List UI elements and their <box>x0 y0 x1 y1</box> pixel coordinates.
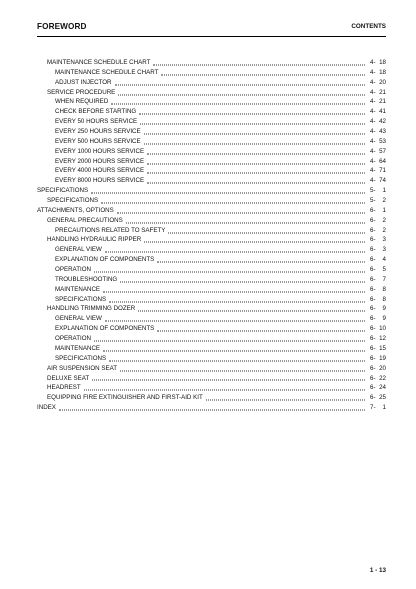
toc-entry-page-number: 7 <box>382 275 386 283</box>
toc-entry[interactable] <box>37 344 386 354</box>
toc-entry-page-number: 18 <box>379 59 386 66</box>
toc-entry-page-number: 41 <box>379 108 386 116</box>
toc-entry-page <box>368 58 386 68</box>
toc-entry-title: SPECIFICATIONS <box>55 295 107 303</box>
dot-leader <box>101 201 365 203</box>
toc-entry-page <box>368 186 386 196</box>
toc-entry-title: EXPLANATION OF COMPONENTS <box>55 256 155 264</box>
dot-leader <box>168 231 365 233</box>
toc-entry-chapter: 6- <box>370 364 376 372</box>
toc-entry-chapter: 6- <box>370 315 376 323</box>
toc-entry-title: EVERY 500 HOURS SERVICE <box>55 137 141 145</box>
dot-leader <box>109 359 365 361</box>
toc-entry-chapter: 4- <box>370 177 376 185</box>
toc-entry-chapter: 6- <box>370 226 376 234</box>
dot-leader <box>120 280 365 282</box>
toc-entry-page-number: 19 <box>379 354 386 362</box>
toc-entry-page <box>368 196 386 206</box>
toc-entry[interactable] <box>37 176 386 186</box>
toc-entry-page-number: 15 <box>379 344 386 352</box>
toc-entry-title: AIR SUSPENSION SEAT <box>47 364 118 372</box>
toc-entry-chapter: 4- <box>370 78 376 86</box>
toc-entry-chapter: 6- <box>370 256 376 264</box>
dot-leader <box>157 330 365 332</box>
toc-entry[interactable] <box>37 226 386 236</box>
toc-entry-page <box>368 295 386 305</box>
toc-entry-chapter: 6- <box>370 335 376 343</box>
toc-entry[interactable] <box>37 58 386 68</box>
toc-entry-page <box>368 117 386 127</box>
toc-entry-page-number: 1 <box>382 404 386 412</box>
toc-entry[interactable] <box>37 186 386 196</box>
toc-entry-page <box>368 206 386 216</box>
toc-entry-page-number: 64 <box>379 157 386 165</box>
section-title: FOREWORD <box>37 22 87 31</box>
toc-entry-chapter: 4- <box>370 118 376 126</box>
toc-entry-chapter: 4- <box>370 59 376 66</box>
toc-entry-page-number: 57 <box>379 147 386 155</box>
toc-entry[interactable] <box>37 107 386 117</box>
toc-entry-chapter: 4- <box>370 108 376 116</box>
toc-entry-page <box>368 334 386 344</box>
toc-entry-page <box>368 107 386 117</box>
toc-entry-title: DELUXE SEAT <box>47 374 90 382</box>
toc-entry-title: OPERATION <box>55 335 91 343</box>
toc-entry-page-number: 9 <box>382 315 386 323</box>
dot-leader <box>103 290 365 292</box>
toc-entry-title: OPERATION <box>55 266 91 274</box>
toc-entry-title: EVERY 8000 HOURS SERVICE <box>55 177 145 185</box>
toc-entry-page-number: 1 <box>382 187 386 195</box>
toc-entry[interactable] <box>37 117 386 127</box>
toc-entry-page <box>368 364 386 374</box>
toc-entry[interactable] <box>37 97 386 107</box>
toc-entry-title: HANDLING HYDRAULIC RIPPER <box>47 236 142 244</box>
toc-entry-page-number: 20 <box>379 364 386 372</box>
toc-entry-chapter: 4- <box>370 167 376 175</box>
toc-entry-title: TROUBLESHOOTING <box>55 275 118 283</box>
dot-leader <box>147 172 365 174</box>
toc-entry[interactable] <box>37 157 386 167</box>
toc-entry-page-number: 21 <box>379 88 386 96</box>
toc-entry-page <box>368 383 386 393</box>
toc-entry[interactable] <box>37 334 386 344</box>
toc-entry-title: EVERY 50 HOURS SERVICE <box>55 118 138 126</box>
dot-leader <box>147 182 365 184</box>
toc-entry[interactable] <box>37 127 386 137</box>
toc-entry-page-number: 5 <box>382 266 386 274</box>
toc-entry-title: GENERAL VIEW <box>55 315 102 323</box>
toc-entry[interactable] <box>37 295 386 305</box>
toc-entry-chapter: 7- <box>370 404 376 412</box>
toc-entry-chapter: 6- <box>370 295 376 303</box>
toc-entry-title: SPECIFICATIONS <box>37 187 89 195</box>
toc-entry-page-number: 2 <box>382 216 386 224</box>
toc-entry-title: MAINTENANCE SCHEDULE CHART <box>47 59 151 66</box>
toc-entry-title: WHEN REQUIRED <box>55 98 109 106</box>
toc-entry-page-number: 2 <box>382 226 386 234</box>
toc-entry-chapter: 4- <box>370 88 376 96</box>
toc-entry-page-number: 2 <box>382 197 386 205</box>
dot-leader <box>126 221 365 223</box>
toc-entry-chapter: 6- <box>370 354 376 362</box>
toc-entry-title: MAINTENANCE <box>55 344 101 352</box>
dot-leader <box>111 103 365 105</box>
toc-entry-title: SPECIFICATIONS <box>55 354 107 362</box>
dot-leader <box>144 241 365 243</box>
toc-entry-chapter: 6- <box>370 305 376 313</box>
toc-entry-title: PRECAUTIONS RELATED TO SAFETY <box>55 226 166 234</box>
toc-entry[interactable] <box>37 354 386 364</box>
toc-entry[interactable] <box>37 206 386 216</box>
toc-entry-chapter: 6- <box>370 325 376 333</box>
toc-entry[interactable] <box>37 78 386 88</box>
table-of-contents <box>37 58 386 413</box>
dot-leader <box>117 211 365 213</box>
dot-leader <box>147 162 365 164</box>
toc-entry-chapter: 5- <box>370 197 376 205</box>
toc-entry-page-number: 8 <box>382 285 386 293</box>
toc-entry-chapter: 6- <box>370 216 376 224</box>
dot-leader <box>92 379 365 381</box>
toc-entry-title: EVERY 2000 HOURS SERVICE <box>55 157 145 165</box>
toc-entry-page <box>368 88 386 98</box>
toc-entry-page <box>368 275 386 285</box>
toc-entry-title: EVERY 250 HOURS SERVICE <box>55 128 141 136</box>
toc-entry-page <box>368 344 386 354</box>
toc-entry-page-number: 24 <box>379 384 386 392</box>
toc-entry-chapter: 6- <box>370 344 376 352</box>
contents-label: CONTENTS <box>351 23 386 30</box>
toc-entry-chapter: 5- <box>370 187 376 195</box>
toc-entry-title: SERVICE PROCEDURE <box>47 88 116 96</box>
toc-entry-page <box>368 265 386 275</box>
toc-entry-page <box>368 245 386 255</box>
dot-leader <box>144 142 365 144</box>
toc-entry-chapter: 4- <box>370 128 376 136</box>
toc-entry-page-number: 12 <box>379 335 386 343</box>
toc-entry-page-number: 74 <box>379 177 386 185</box>
toc-entry-chapter: 6- <box>370 206 376 214</box>
toc-entry-title: EXPLANATION OF COMPONENTS <box>55 325 155 333</box>
dot-leader <box>144 132 365 134</box>
toc-entry-page <box>368 285 386 295</box>
toc-entry-title: MAINTENANCE SCHEDULE CHART <box>55 68 159 76</box>
toc-entry-title: GENERAL VIEW <box>55 246 102 254</box>
toc-entry-page-number: 21 <box>379 98 386 106</box>
toc-entry[interactable] <box>37 403 386 413</box>
dot-leader <box>94 270 365 272</box>
dot-leader <box>115 83 366 85</box>
toc-entry-page-number: 1 <box>382 206 386 214</box>
toc-entry-page <box>368 304 386 314</box>
dot-leader <box>120 369 365 371</box>
toc-entry-page-number: 20 <box>379 78 386 86</box>
toc-entry[interactable] <box>37 88 386 98</box>
dot-leader <box>105 320 365 322</box>
toc-entry-title: INDEX <box>37 404 56 412</box>
dot-leader <box>206 399 365 401</box>
toc-entry-page <box>368 235 386 245</box>
dot-leader <box>157 261 365 263</box>
toc-entry[interactable] <box>37 364 386 374</box>
toc-entry-title: EQUIPPING FIRE EXTINGUISHER AND FIRST-AID KIT <box>47 394 203 402</box>
toc-entry-chapter: 4- <box>370 157 376 165</box>
toc-entry[interactable] <box>37 374 386 384</box>
toc-entry-chapter: 6- <box>370 285 376 293</box>
toc-entry[interactable] <box>37 324 386 334</box>
toc-entry-chapter: 6- <box>370 394 376 402</box>
toc-entry-chapter: 4- <box>370 98 376 106</box>
toc-entry[interactable] <box>37 166 386 176</box>
toc-entry[interactable] <box>37 196 386 206</box>
toc-entry-chapter: 4- <box>370 137 376 145</box>
dot-leader <box>140 123 365 125</box>
toc-entry[interactable] <box>37 68 386 78</box>
toc-entry-title: CHECK BEFORE STARTING <box>55 108 137 116</box>
toc-entry[interactable] <box>37 304 386 314</box>
dot-leader <box>147 152 365 154</box>
toc-entry-page <box>368 68 386 78</box>
toc-entry-page <box>368 393 386 403</box>
toc-entry-page <box>368 127 386 137</box>
toc-entry-page-number: 3 <box>382 236 386 244</box>
toc-entry-page-number: 4 <box>382 256 386 264</box>
dot-leader <box>94 339 365 341</box>
toc-entry[interactable] <box>37 393 386 403</box>
toc-entry-page <box>368 97 386 107</box>
dot-leader <box>138 310 365 312</box>
toc-entry[interactable] <box>37 137 386 147</box>
dot-leader <box>84 389 365 391</box>
toc-entry-page <box>368 255 386 265</box>
toc-entry-page <box>368 157 386 167</box>
toc-entry-page <box>368 78 386 88</box>
toc-entry[interactable] <box>37 265 386 275</box>
toc-entry[interactable] <box>37 216 386 226</box>
toc-entry-page-number: 53 <box>379 137 386 145</box>
toc-entry-page <box>368 226 386 236</box>
page-header <box>37 22 386 37</box>
dot-leader <box>105 251 365 253</box>
toc-entry-title: HEADREST <box>47 384 81 392</box>
toc-entry-page-number: 42 <box>379 118 386 126</box>
page-number: 1 - 13 <box>369 567 386 574</box>
toc-entry-page <box>368 216 386 226</box>
toc-entry[interactable] <box>37 285 386 295</box>
dot-leader <box>59 409 365 411</box>
toc-entry[interactable] <box>37 255 386 265</box>
toc-entry-page-number: 22 <box>379 374 386 382</box>
toc-entry[interactable] <box>37 245 386 255</box>
dot-leader <box>109 300 365 302</box>
toc-entry-page <box>368 314 386 324</box>
dot-leader <box>139 113 365 115</box>
toc-entry-page <box>368 324 386 334</box>
dot-leader <box>161 73 365 75</box>
toc-entry-title: SPECIFICATIONS <box>47 197 99 205</box>
toc-entry-page <box>368 137 386 147</box>
toc-entry-chapter: 6- <box>370 246 376 254</box>
toc-entry-page-number: 25 <box>379 394 386 402</box>
toc-entry[interactable] <box>37 147 386 157</box>
toc-entry-page <box>368 176 386 186</box>
toc-entry-page <box>368 147 386 157</box>
toc-entry-chapter: 4- <box>370 147 376 155</box>
toc-entry-page <box>368 403 386 413</box>
toc-entry-page <box>368 166 386 176</box>
toc-entry-page-number: 18 <box>379 68 386 76</box>
toc-entry[interactable] <box>37 275 386 285</box>
toc-entry-title: ADJUST INJECTOR <box>55 78 112 86</box>
toc-entry-title: GENERAL PRECAUTIONS <box>47 216 123 224</box>
toc-entry[interactable] <box>37 314 386 324</box>
toc-entry-chapter: 6- <box>370 275 376 283</box>
toc-entry-chapter: 6- <box>370 374 376 382</box>
toc-entry-chapter: 4- <box>370 68 376 76</box>
toc-entry-title: MAINTENANCE <box>55 285 101 293</box>
toc-entry-page <box>368 374 386 384</box>
dot-leader <box>91 192 365 194</box>
toc-entry[interactable] <box>37 383 386 393</box>
dot-leader <box>118 93 365 95</box>
toc-entry-chapter: 6- <box>370 384 376 392</box>
toc-entry-page-number: 71 <box>379 167 386 175</box>
toc-entry-page-number: 10 <box>379 325 386 333</box>
toc-entry-page-number: 8 <box>382 295 386 303</box>
toc-entry[interactable] <box>37 235 386 245</box>
toc-entry-title: EVERY 4000 HOURS SERVICE <box>55 167 145 175</box>
toc-entry-chapter: 6- <box>370 236 376 244</box>
toc-entry-title: EVERY 1000 HOURS SERVICE <box>55 147 145 155</box>
dot-leader <box>153 63 365 65</box>
toc-entry-title: ATTACHMENTS, OPTIONS <box>37 206 114 214</box>
toc-entry-page <box>368 354 386 364</box>
toc-entry-title: HANDLING TRIMMING DOZER <box>47 305 136 313</box>
toc-entry-page-number: 43 <box>379 128 386 136</box>
dot-leader <box>103 349 365 351</box>
toc-entry-page-number: 9 <box>382 305 386 313</box>
toc-entry-chapter: 6- <box>370 266 376 274</box>
toc-entry-page-number: 3 <box>382 246 386 254</box>
